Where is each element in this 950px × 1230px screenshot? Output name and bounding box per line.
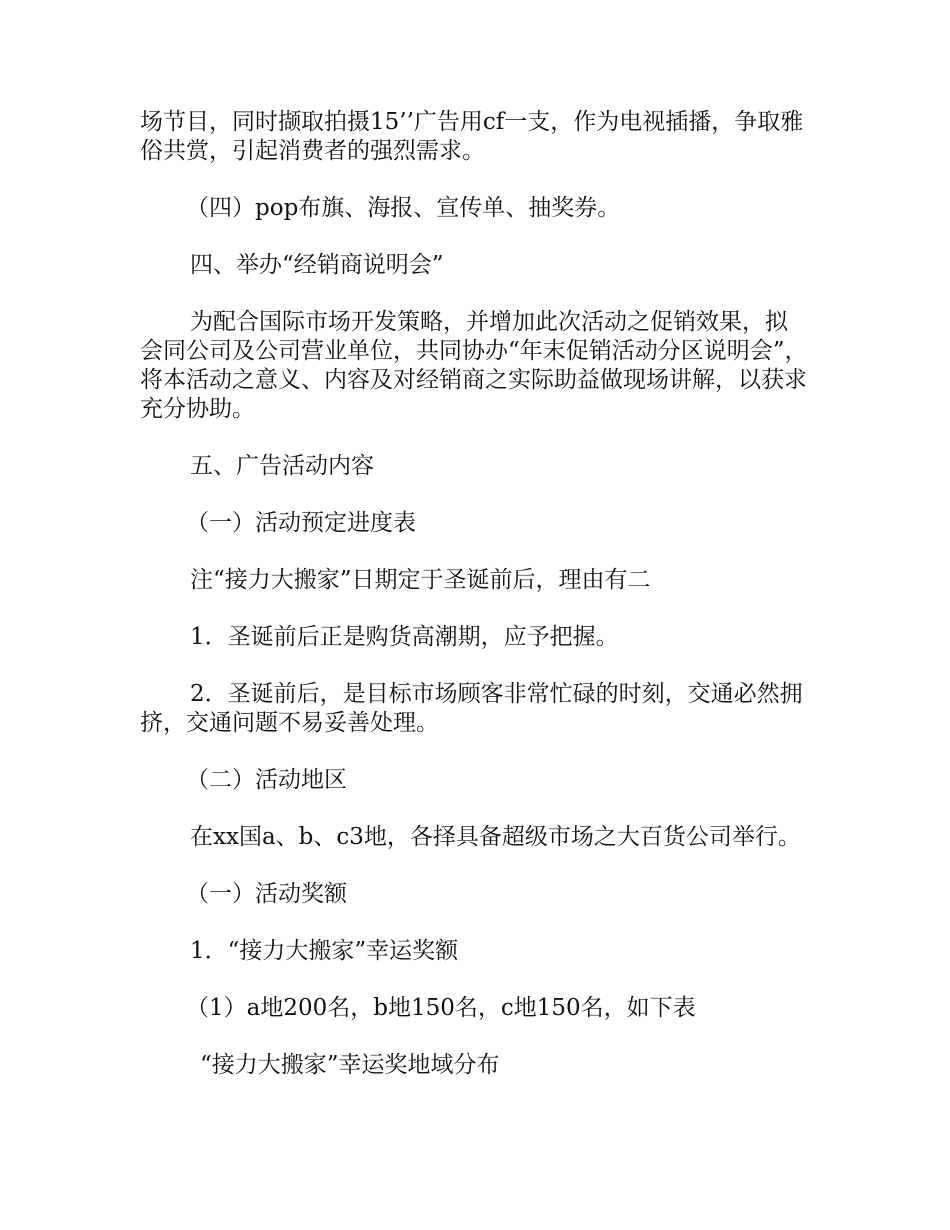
heading-schedule: （一）活动预定进度表 [186,510,416,536]
list-item-reason-2: 2．圣诞前后，是目标市场顾客非常忙碌的时刻，交通必然拥挤，交通问题不易妥善处理。 [140,681,803,736]
paragraph-note-date: 注“接力大搬家”日期定于圣诞前后，理由有二 [190,567,651,593]
list-item-prize-distribution: （1）a地200名，b地150名，c地150名，如下表 [186,995,696,1021]
paragraph-activity-region: 在xx国a、b、c3地，各择具备超级市场之大百货公司举行。 [190,824,801,850]
heading-dealer-meeting: 四、举办“经销商说明会” [190,252,444,278]
table-caption: “接力大搬家”幸运奖地域分布 [200,1052,500,1078]
document-body [140,108,810,1108]
list-item-lucky-prize: 1．“接力大搬家”幸运奖额 [190,938,459,964]
heading-prize-amount: （一）活动奖额 [186,881,347,907]
heading-activity-region: （二）活动地区 [186,767,347,793]
heading-ad-content: 五、广告活动内容 [190,453,374,479]
paragraph-pop-materials: （四）pop布旗、海报、宣传单、抽奖券。 [186,195,621,221]
paragraph-tv-commercial: 场节目，同时撷取拍摄15’’广告用cf一支，作为电视插播，争取雅俗共赏，引起消费者的强烈需求。 [140,109,804,164]
paragraph-dealer-meeting: 为配合国际市场开发策略，并增加此次活动之促销效果，拟会同公司及公司营业单位，共同协办“年末促销活动分区说明会”，将本活动之意义、内容及对经销商之实际助益做现场讲解，以获求充分协助。 [140,309,808,422]
list-item-reason-1: 1．圣诞前后正是购货高潮期，应予把握。 [190,624,619,650]
